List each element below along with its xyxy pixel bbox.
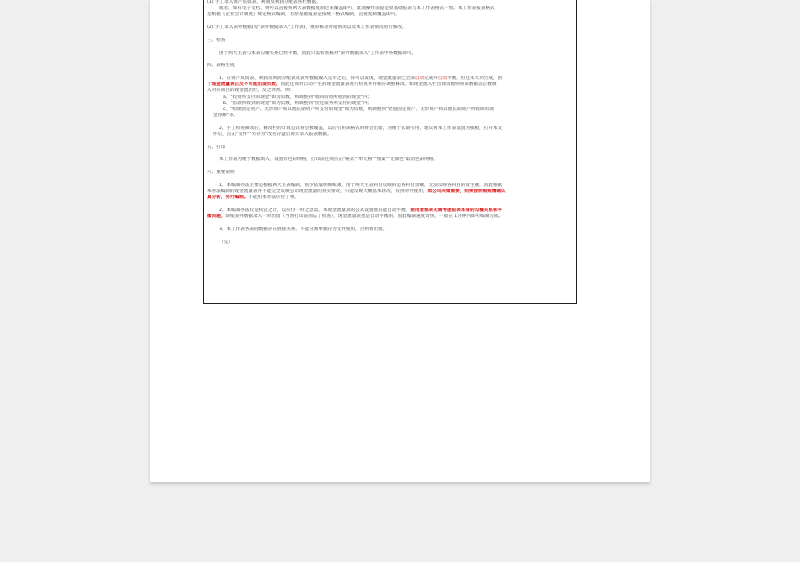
highlight-balance: 衡问题， [207, 214, 226, 220]
paragraph-check: 由于两大主表与本表勾稽关系已经平衡，因此只需检查核对"表外数据录入"工作表中各数据即可。 [219, 50, 417, 56]
section-heading-check: 三、检查 [207, 37, 226, 43]
paragraph-generate-1-example: 入对应项目的现金流出栏。反之亦然。例： [207, 88, 295, 94]
text-run: 于 [207, 82, 212, 88]
paragraph-note-1: 1、本编制办法主要是根据两大主表编制，很少依靠明细账簿，由于两大主表科目反映的是各科目余额，无法反映各科目的发生额，因此根据 [219, 182, 503, 188]
list-item-b: b、"借款所收到的现金"如为负数，则调整到"偿还债务所支付的现金"内； [223, 100, 373, 106]
paragraph-step-1: (1) 手工录入资产负债表、利润及利润分配表各栏数据。 [207, 0, 321, 5]
section-heading-notes: 六、重要说明 [207, 170, 235, 176]
text-run: 本办法编制的现金流量表并不能完全反映公司现金流量的真实情况，只能反映大概基本状况，仅供对外使用， [207, 189, 428, 195]
highlight-auto-2: 自动 [437, 75, 448, 81]
end-mark: （完） [219, 239, 233, 245]
paragraph-step-2: (2) 手工录入表外数据(见"表外数据录入"工作表)，视审核等对错情况以及本工作表情况进行修改。 [207, 25, 407, 31]
paragraph-print: 本工作表为便于数据填入，设置有色彩网格，打印前还须点击"格式""单元格""图案""无颜色"取消色彩网格。 [219, 157, 439, 163]
text-run: 1、在资产负债表、利润及利润分配表及表外数据输入完毕之后，你可以发现，现金流量表已全部 [219, 75, 415, 81]
text-run: 完成并 [424, 75, 438, 81]
paragraph-generate-2: 2、手工检查修改后，修改栏的计算公式将会被覆盖，以后引用该格式时将会出错，为便于长期引用，建议将本工作表设置为模板，打开本文 [219, 125, 503, 131]
highlight-decision: 如公司决策需要，则须按明细账精确认 [427, 189, 506, 195]
paragraph-copy-note-cont: 是根据《企业会计制度》规定格式编制，若原基础报表是按统一格式编制，直接复制覆盖即可。 [207, 12, 400, 18]
text-run: 不能用本办法应付了事。 [248, 195, 299, 201]
paragraph-note-2-cont [207, 214, 571, 220]
section-heading-print: 五、打印 [207, 144, 226, 150]
text-run: 因此还须对自动产生的现金流量表进行检查并作相应调整修改。如现金流入栏出现负数则将该数据以正数填 [280, 82, 497, 88]
paragraph-note-3: 3、本工作表各表间数据存在链接关系，不能分割单独存为文件使用，否则将出错。 [219, 226, 388, 232]
section-heading-generate: 四、表格生成 [207, 63, 235, 69]
paragraph-generate-2-cont: 件后，点击"文件""另存为"改名存盘后再计录入报表数据。 [213, 132, 332, 138]
highlight-no-negative: 现金流量表正反不可能出现负数， [211, 82, 281, 88]
list-item-c-cont: 金净额"等。 [213, 113, 239, 119]
document-content-frame [203, 0, 577, 304]
document-page [150, 0, 650, 482]
highlight-separate: 真分析，另行编制。 [207, 195, 249, 201]
text-run: 2、本编制办法仅是权宜之计，以应付一时之急需，本现金流量表的公式设置使其能自动平衡， [219, 207, 411, 213]
list-item-c: c、"购建固定资产、无形资产和其他长期资产所支付的现金"如为负数，则调整到"处置固定资产、无形资产和其他长期资产所收回的现 [223, 106, 494, 112]
text-run: 即使表外数据录入一时出错（当然打印前别忘了检查），现金流量表也是自动平衡的，因此编制速度奇快，一般在 1分钟内即可编制完成。 [225, 214, 504, 220]
paragraph-copy-note: 或者，如有电子文档，则可以直接将两大表数据复制过来覆盖即可，此项操作前提是原基础报表与本工作表格式一致。本工作表报表格式 [219, 6, 495, 12]
paragraph-note-1-end [207, 195, 571, 201]
highlight-no-balance: 使用者都来无需考虑报表本身的勾稽关系和平 [410, 207, 503, 213]
highlight-auto: 自动 [414, 75, 425, 81]
list-item-a: a、"投资所支付的现金"如为负数，则调整到"收回投资所收到的现金"内； [223, 94, 373, 100]
text-run: 平衡，但还未大功告成，由 [447, 75, 503, 81]
